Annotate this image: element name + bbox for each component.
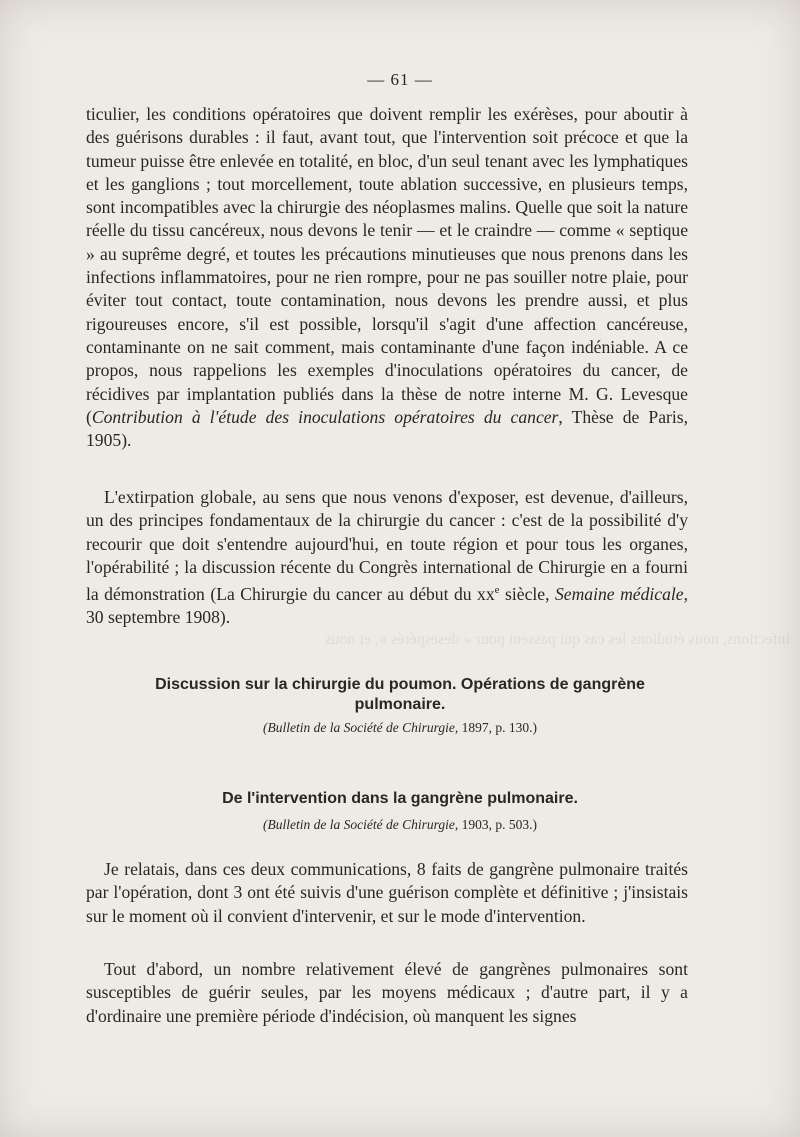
paragraph-continuation — [86, 103, 688, 452]
bleed-through-text: infections, nous étudions les cas qui passent pour « desespérés », et nous — [325, 631, 790, 648]
cited-journal-title: Semaine médicale — [554, 584, 684, 605]
paragraph-global-extirpation — [86, 486, 688, 630]
reference-source: (Bulletin de la Société de Chirurgie, — [263, 817, 459, 832]
century-superscript: e — [494, 584, 500, 597]
section-heading-pulmonary-gangrene: De l'intervention dans la gangrène pulmonaire. — [222, 790, 578, 807]
bibliographic-reference — [0, 817, 800, 833]
paragraph-first-point: Tout d'abord, un nombre relativement élevé de gangrènes pulmonaires sont susceptibles de guérir seules, par les moyens médicaux ; d'autre part, il y a d'ordinaire une première période d'indécision, où manquent les signes — [86, 959, 688, 1026]
heading-line: Discussion sur la chirurgie du poumon. Opérations de gangrène — [155, 676, 645, 693]
paragraph-text-mid: siècle, — [499, 584, 555, 605]
cited-thesis-title: Contribution à l'étude des inoculations opératoires du cancer — [91, 406, 559, 427]
paragraph-text-end: , 30 septembre 1908). — [86, 584, 688, 628]
section-heading-lung-surgery — [70, 675, 730, 715]
reference-details: 1903, p. 503.) — [458, 817, 537, 832]
reference-details: 1897, p. 130.) — [458, 720, 537, 735]
paragraph-communications: Je relatais, dans ces deux communications, 8 faits de gangrène pulmonaire traités par l'opération, dont 3 ont été suivis d'une guérison complète et définitive ; j'insistais sur le moment où il convient d'intervenir, et sur le mode d'intervention. — [86, 859, 688, 926]
page-number: — 61 — — [367, 70, 433, 89]
reference-source: (Bulletin de la Société de Chirurgie, — [263, 720, 459, 735]
bibliographic-reference — [0, 720, 800, 736]
paragraph-text: ticulier, les conditions opératoires que doivent remplir les exérèses, pour aboutir à des guérisons durables : il faut, avant tout, que l'intervention soit précoce et que la tumeur puisse être enlevée en totalité, en bloc, d'un seul tenant avec les lymphatiques et les ganglions ; tout morcellement, toute ablation successive, en plusieurs temps, sont incompatibles avec la chirurgie des néoplasmes malins. Quelle que soit la nature réelle du tissu cancéreux, nous devons le tenir — et le craindre — comme « septique » au suprême degré, et toutes les précautions minutieuses que nous prenons dans les infections inflammatoires, pour ne rien rompre, pour ne pas souiller notre plaie, pour éviter tout contact, toute contamination, nous devons les prendre aussi, et plus rigoureuses encore, s'il est possible, lorsqu'il s'agit d'une affection cancéreuse, contaminante on ne sait comment, mais contaminante d'une façon indéniable. A ce propos, nous rappelions les exemples d'inoculations opératoires du cancer, de récidives par implantation publiés dans la thèse de notre interne M. G. Levesque ( — [86, 104, 688, 427]
paragraph-text: L'extirpation globale, au sens que nous venons d'exposer, est devenue, d'ailleurs, un des principes fondamentaux de la chirurgie du cancer : c'est de la possibilité d'y recourir que doit s'entendre aujourd'hui, en toute région et pour tous les organes, l'opérabilité ; la discussion récente du Congrès international de Chirurgie en a fourni la démonstration (La Chirurgie du cancer au début du xx — [86, 487, 688, 605]
heading-line: pulmonaire. — [354, 696, 446, 713]
paragraph-text-end: , Thèse de Paris, 1905). — [86, 406, 688, 451]
